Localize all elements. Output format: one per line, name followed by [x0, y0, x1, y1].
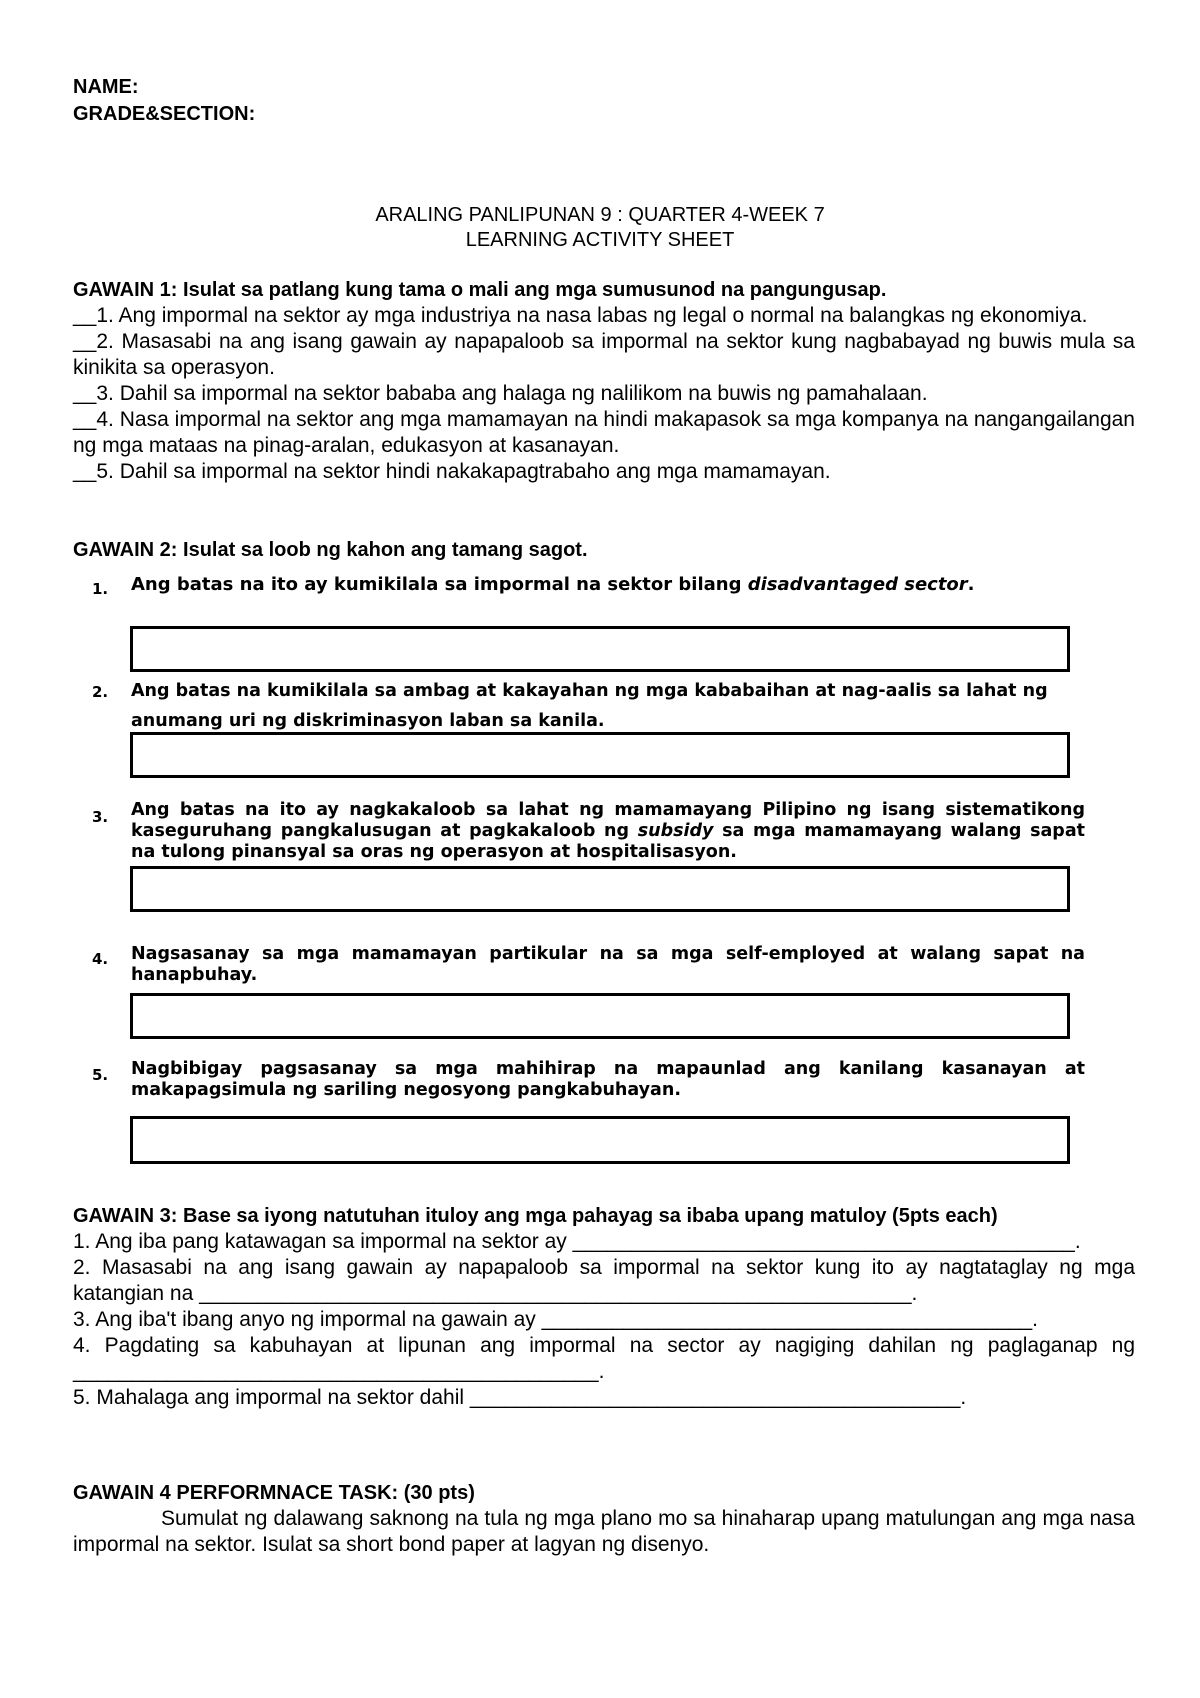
question-text: Ang batas na kumikilala sa ambag at kakayahan ng mga kababaihan at nag-aalis sa lahat ng anumang uri ng diskriminasyon laban sa kanila.	[131, 681, 1048, 731]
gawain-1-item: __5. Dahil sa impormal na sektor hindi nakakapagtrabaho ang mga mamamayan.	[73, 460, 831, 483]
question-text-italic: disadvantaged sector	[747, 574, 968, 595]
gawain-1-heading: GAWAIN 1: Isulat sa patlang kung tama o mali ang mga sumusunod na pangungusap.	[73, 279, 887, 301]
gawain-1-item: __1. Ang impormal na sektor ay mga industriya na nasa labas ng legal o normal na balangkas ng ekonomiya.	[73, 304, 1088, 327]
question-number: 3.	[92, 808, 109, 826]
gawain-3-item: 1. Ang iba pang katawagan sa impormal na sektor ay ___________________________________________.	[73, 1230, 1081, 1253]
question-text: Nagbibigay pagsasanay sa mga mahihirap na mapaunlad ang kanilang kasanayan at makapagsimula ng sariling negosyong pangkabuhayan.	[131, 1059, 1085, 1100]
question-text	[131, 574, 1085, 595]
answer-box-5[interactable]	[130, 1116, 1070, 1164]
gawain-1-item: __3. Dahil sa impormal na sektor bababa ang halaga ng nalilikom na buwis ng pamahalaan.	[73, 382, 928, 405]
answer-box-1[interactable]	[130, 626, 1070, 672]
gawain-4-body: Sumulat ng dalawang saknong na tula ng mga plano mo sa hinaharap upang matulungan ang mga nasa impormal na sektor. Isulat sa short bond paper at lagyan ng disenyo.	[73, 1507, 1135, 1556]
gawain-3-item: 3. Ang iba't ibang anyo ng impormal na gawain ay __________________________________________.	[73, 1308, 1039, 1331]
answer-box-3[interactable]	[130, 866, 1070, 912]
gawain-2-section	[73, 537, 1135, 563]
answer-box-4[interactable]	[130, 993, 1070, 1039]
title-line-1: ARALING PANLIPUNAN 9 : QUARTER 4-WEEK 7	[375, 204, 825, 226]
gawain-1-item: __4. Nasa impormal na sektor ang mga mamamayan na hindi makapasok sa mga kompanya na nangangailangan ng mga mataas na pinag-aralan, edukasyon at kasanayan.	[73, 408, 1135, 457]
gawain-3-item: 2. Masasabi na ang isang gawain ay napapaloob sa impormal na sektor kung ito ay nagtataglay ng mga katangian na _____________________________________________________________.	[73, 1256, 1135, 1305]
gawain-2-heading: GAWAIN 2: Isulat sa loob ng kahon ang tamang sagot.	[73, 539, 588, 561]
answer-box-2[interactable]	[130, 732, 1070, 778]
gawain-4-heading: GAWAIN 4 PERFORMNACE TASK: (30 pts)	[73, 1482, 475, 1504]
question-text-part: sa mga mamamayang walang sapat na tulong pinansyal sa oras ng operasyon at hospitalisasyon.	[131, 821, 1086, 862]
question-text	[131, 800, 1085, 863]
document-title	[0, 203, 1200, 253]
name-label: NAME:	[73, 76, 139, 98]
gawain-3-item: 4. Pagdating sa kabuhayan at lipunan ang impormal na sector ay nagiging dahilan ng paglaganap ng _____________________________________________.	[73, 1334, 1135, 1383]
gawain-1-item: __2. Masasabi na ang isang gawain ay napapaloob sa impormal na sektor kung nagbabayad ng buwis mula sa kinikita sa operasyon.	[73, 330, 1135, 379]
gawain-3-heading: GAWAIN 3: Base sa iyong natutuhan ituloy ang mga pahayag sa ibaba upang matuloy (5pts each)	[73, 1205, 998, 1227]
question-number: 1.	[92, 580, 109, 598]
question-text-part: Ang batas na ito ay kumikilala sa impormal na sektor bilang	[131, 574, 748, 595]
title-line-2: LEARNING ACTIVITY SHEET	[465, 229, 735, 251]
gawain-1-section	[73, 277, 1135, 485]
gawain-4-section	[73, 1480, 1135, 1558]
gawain-3-section	[73, 1203, 1135, 1411]
question-text-part: .	[967, 574, 975, 595]
question-text-italic: subsidy	[637, 821, 714, 841]
question-number: 4.	[92, 950, 109, 968]
gawain-3-item: 5. Mahalaga ang impormal na sektor dahil __________________________________________.	[73, 1386, 967, 1409]
student-info-header	[73, 74, 255, 128]
grade-section-label: GRADE&SECTION:	[73, 103, 256, 125]
question-number: 5.	[92, 1066, 109, 1084]
question-text: Nagsasanay sa mga mamamayan partikular na sa mga self-employed at walang sapat na hanapbuhay.	[131, 944, 1085, 985]
question-number: 2.	[92, 683, 109, 701]
question-text-part: Ang batas na ito ay nagkakaloob sa lahat ng mamamayang Pilipino ng isang sistematikong kaseguruhang pangkalusugan at pagkakaloob ng	[131, 800, 1085, 841]
